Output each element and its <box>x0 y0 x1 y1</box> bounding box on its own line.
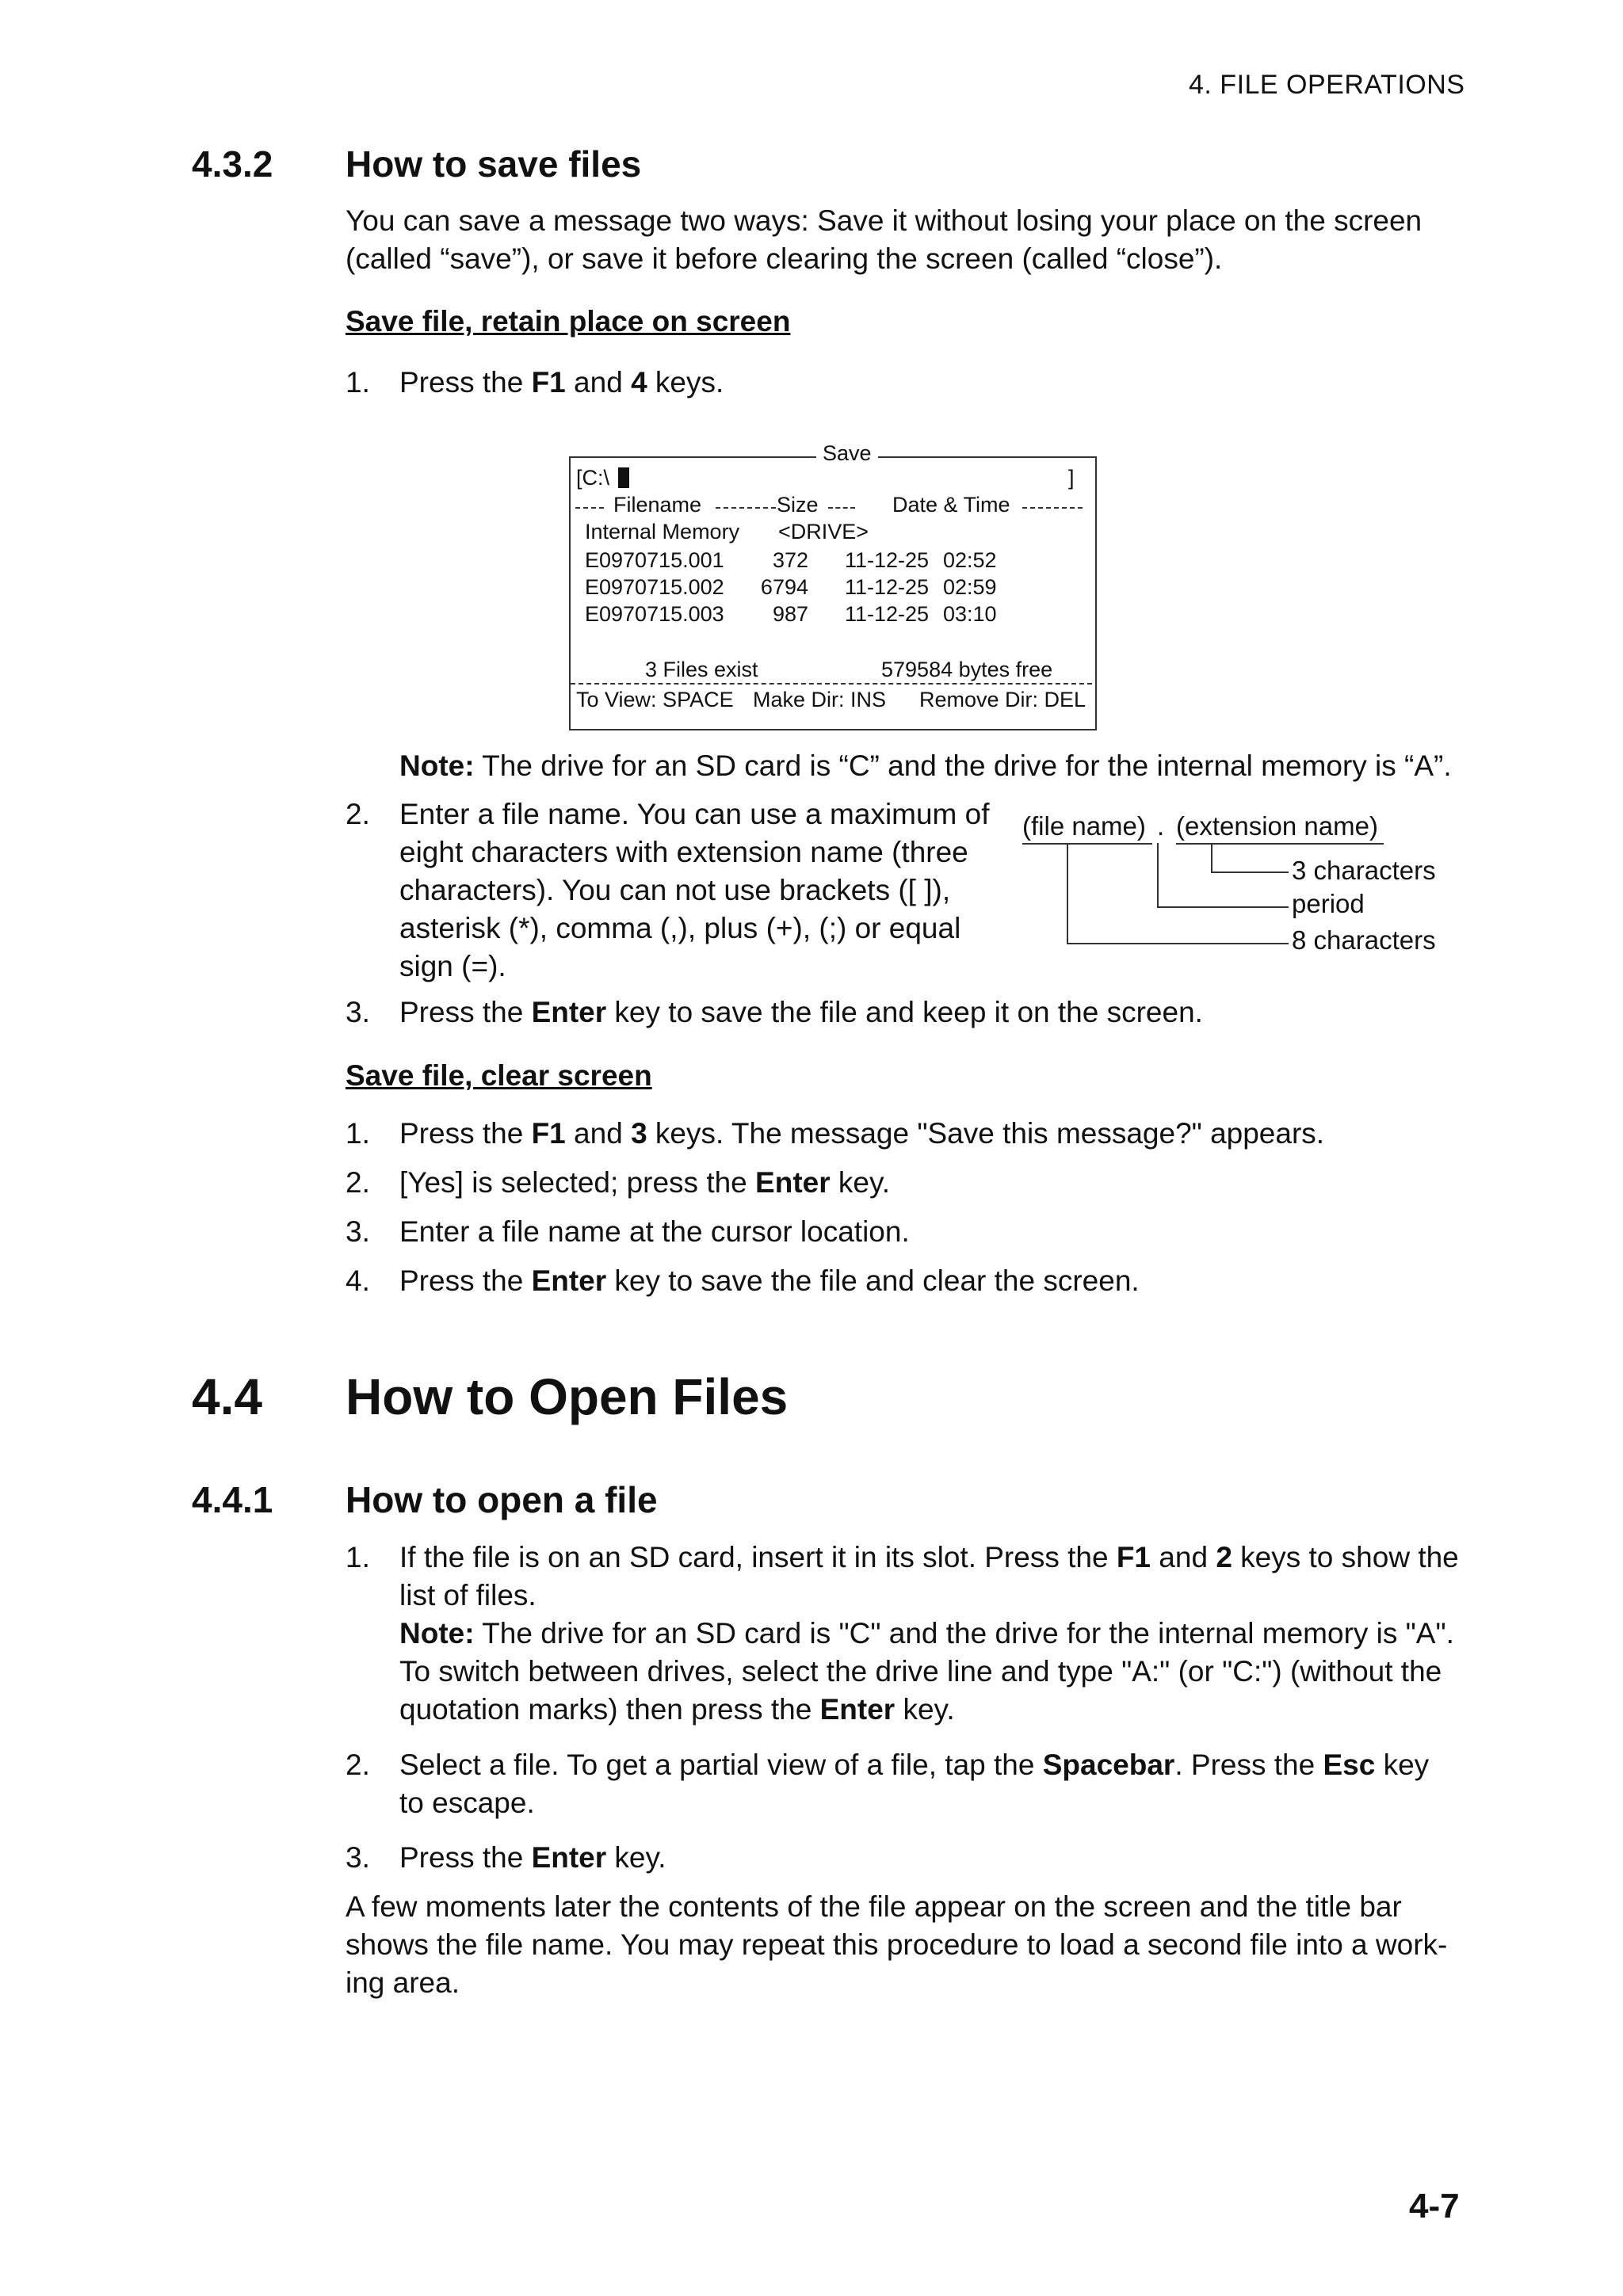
step-text: sign (=). <box>399 950 506 982</box>
step-text: If the file is on an SD card, insert it in its slot. Press the F1 and 2 keys to show the <box>399 1541 1459 1573</box>
step-number: 1. <box>346 1117 370 1150</box>
step-text: Press the Enter key. <box>399 1841 666 1874</box>
column-size: Size <box>777 493 819 517</box>
header-dash <box>716 507 776 509</box>
leader-line <box>1211 871 1289 873</box>
diagram-file-name: (file name) <box>1022 811 1146 841</box>
save-dialog-title: Save <box>816 441 878 466</box>
running-header: 4. FILE OPERATIONS <box>1189 70 1465 100</box>
file-time: 03:10 <box>943 602 997 626</box>
file-name-underline <box>1022 843 1152 845</box>
note-text: Note: The drive for an SD card is "C" and the drive for the internal memory is "A". <box>399 1617 1454 1650</box>
file-name[interactable]: E0970715.003 <box>585 602 724 626</box>
ext-name-underline <box>1176 843 1384 845</box>
step-number: 2. <box>346 1749 370 1781</box>
file-size: 372 <box>772 548 808 572</box>
diagram-dot: . <box>1157 811 1165 841</box>
cursor-block <box>618 467 629 488</box>
to-view-hint: To View: SPACE <box>576 688 734 711</box>
drive-tag: <DRIVE> <box>778 520 869 543</box>
chapter-section-number: 4.4 <box>192 1368 262 1425</box>
header-dash <box>828 507 855 509</box>
intro-line-2: (called “save”), or save it before clearing the screen (called “close”). <box>346 242 1223 275</box>
step-number: 4. <box>346 1264 370 1297</box>
step-number: 1. <box>346 1541 370 1573</box>
step-text: characters). You can not use brackets ([ ]), <box>399 874 951 906</box>
note-text: To switch between drives, select the drive line and type "A:" (or "C:") (without the <box>399 1655 1442 1688</box>
file-size: 987 <box>772 602 808 626</box>
section-title: How to save files <box>346 143 642 185</box>
step-number: 3. <box>346 1215 370 1248</box>
label-period: period <box>1292 889 1365 918</box>
step-text: Press the F1 and 3 keys. The message "Save this message?" appears. <box>399 1117 1325 1150</box>
section-number: 4.3.2 <box>192 143 273 185</box>
leader-line <box>1067 843 1068 944</box>
step-text: Press the Enter key to save the file and clear the screen. <box>399 1264 1140 1297</box>
file-size: 6794 <box>760 575 808 599</box>
header-dash <box>1022 507 1083 509</box>
closing-paragraph-line: ing area. <box>346 1966 460 1999</box>
subheading-save-retain: Save file, retain place on screen <box>346 305 791 338</box>
closing-paragraph-line: A few moments later the contents of the file appear on the screen and the title bar <box>346 1890 1402 1923</box>
page-number: 4-7 <box>1409 2187 1460 2225</box>
step-text: list of files. <box>399 1579 537 1611</box>
step-text: [Yes] is selected; press the Enter key. <box>399 1166 891 1199</box>
dialog-path-end: ] <box>1068 466 1075 490</box>
note-text: quotation marks) then press the Enter key. <box>399 1693 955 1726</box>
drive-name[interactable]: Internal Memory <box>585 520 740 543</box>
note-drive: Note: The drive for an SD card is “C” and the drive for the internal memory is “A”. <box>399 749 1452 782</box>
remove-dir-hint: Remove Dir: DEL <box>919 688 1086 711</box>
step-text: asterisk (*), comma (,), plus (+), (;) or equal <box>399 912 961 944</box>
leader-line <box>1157 843 1159 908</box>
label-3-characters: 3 characters <box>1292 856 1436 885</box>
step-text: Enter a file name at the cursor location. <box>399 1215 910 1248</box>
header-dash <box>575 507 604 509</box>
section-number: 4.4.1 <box>192 1479 273 1520</box>
file-time: 02:52 <box>943 548 997 572</box>
make-dir-hint: Make Dir: INS <box>753 688 887 711</box>
file-date: 11-12-25 <box>845 602 930 626</box>
step-text: eight characters with extension name (three <box>399 836 968 868</box>
file-name[interactable]: E0970715.002 <box>585 575 724 599</box>
intro-line-1: You can save a message two ways: Save it without losing your place on the screen <box>346 204 1423 237</box>
file-name[interactable]: E0970715.001 <box>585 548 724 572</box>
step-text: Enter a file name. You can use a maximum of <box>399 798 990 830</box>
step-number: 3. <box>346 1841 370 1874</box>
step-number: 1. <box>346 366 370 399</box>
step-text: Press the F1 and 4 keys. <box>399 366 724 399</box>
step-text: Press the Enter key to save the file and keep it on the screen. <box>399 996 1203 1028</box>
step-number: 2. <box>346 798 370 830</box>
diagram-ext-name: (extension name) <box>1176 811 1378 841</box>
subheading-save-clear: Save file, clear screen <box>346 1059 652 1092</box>
closing-paragraph-line: shows the file name. You may repeat this procedure to load a second file into a work- <box>346 1928 1448 1961</box>
column-filename: Filename <box>613 493 702 517</box>
file-date: 11-12-25 <box>845 548 930 572</box>
step-number: 3. <box>346 996 370 1028</box>
bytes-free: 579584 bytes free <box>881 658 1053 681</box>
column-datetime: Date & Time <box>892 493 1010 517</box>
step-text: Select a file. To get a partial view of a file, tap the Spacebar. Press the Esc key <box>399 1749 1430 1781</box>
label-8-characters: 8 characters <box>1292 925 1436 955</box>
step-text: to escape. <box>399 1787 535 1819</box>
chapter-section-title: How to Open Files <box>346 1368 789 1425</box>
section-title: How to open a file <box>346 1479 658 1520</box>
footer-divider <box>571 683 1092 685</box>
files-exist: 3 Files exist <box>645 658 758 681</box>
dialog-path: [C:\ <box>576 466 610 490</box>
file-date: 11-12-25 <box>845 575 930 599</box>
leader-line <box>1211 843 1212 873</box>
leader-line <box>1067 943 1289 944</box>
leader-line <box>1157 906 1289 908</box>
file-time: 02:59 <box>943 575 997 599</box>
step-number: 2. <box>346 1166 370 1199</box>
